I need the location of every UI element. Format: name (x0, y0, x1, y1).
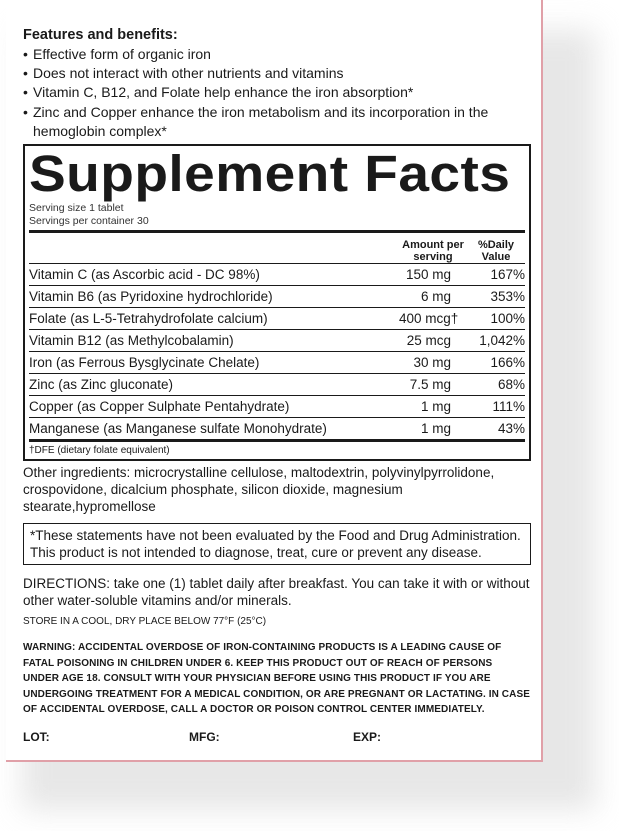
storage-instructions: STORE IN A COOL, DRY PLACE BELOW 77°F (25°C) (23, 616, 267, 628)
nutrient-name: Vitamin C (as Ascorbic acid - DC 98%) (29, 267, 260, 283)
nutrient-name: Manganese (as Manganese sulfate Monohydrate) (29, 421, 327, 437)
supplement-facts-title: Supplement Facts (29, 145, 511, 203)
mfg-label: MFG: (189, 729, 220, 744)
warning-text: WARNING: ACCIDENTAL OVERDOSE OF IRON-CONTAINING PRODUCTS IS A LEADING CAUSE OF FATAL POISONING IN CHILDREN UNDER 6. KEEP THIS PRODUCT OUT OF REACH OF PERSONS UNDER AGE 18. CONSULT WITH YOUR PHYSICIAN BEFORE USING THIS PRODUCT IF YOU ARE UNDERGOING TREATMENT FOR A MEDICAL CONDITION, OR ARE PREGNANT OR LACTATING. IN CASE OF ACCIDENTAL OVERDOSE, CALL A DOCTOR OR POISON CONTROL CENTER IMMEDIATELY. (23, 642, 530, 716)
table-row (29, 264, 525, 286)
lot-label: LOT: (23, 729, 50, 744)
nutrient-daily-value: 68% (497, 377, 525, 393)
nutrient-daily-value: 111% (492, 399, 525, 415)
facts-table-header (29, 233, 525, 264)
nutrient-daily-value: 353% (490, 289, 525, 305)
feature-item: • Zinc and Copper enhance the iron metabolism and its incorporation in the hemoglobin complex* (23, 103, 531, 141)
directions: DIRECTIONS: take one (1) tablet daily after breakfast. You can take it with or without other water-soluble vitamins and/or minerals. (23, 576, 530, 609)
features-title: Features and benefits: (23, 27, 178, 43)
table-row (29, 330, 525, 352)
nutrient-name: Copper (as Copper Sulphate Pentahydrate) (29, 399, 290, 415)
nutrient-name: Vitamin B12 (as Methylcobalamin) (29, 333, 234, 349)
facts-table-body (29, 264, 525, 442)
table-row (29, 352, 525, 374)
amount-header: Amount per serving (402, 239, 464, 264)
supplement-facts-panel (23, 144, 531, 461)
nutrient-amount: 30 mg (413, 355, 451, 371)
nutrient-name: Iron (as Ferrous Bysglycinate Chelate) (29, 355, 260, 371)
nutrient-amount: 400 mcg† (399, 311, 459, 327)
features-list (23, 45, 531, 141)
nutrient-name: Folate (as L-5-Tetrahydrofolate calcium) (29, 311, 268, 327)
nutrient-amount: 1 mg (420, 399, 451, 415)
nutrient-daily-value: 166% (490, 355, 525, 371)
nutrient-daily-value: 1,042% (479, 333, 525, 349)
feature-item: • Does not interact with other nutrients and vitamins (23, 64, 531, 83)
supplement-label (6, 0, 543, 762)
other-ingredients: Other ingredients: microcrystalline cellulose, maltodextrin, polyvinylpyrrolidone, crospovidone, dicalcium phosphate, silicon dioxide, magnesium stearate,hypromellose (23, 465, 495, 515)
nutrient-name: Zinc (as Zinc gluconate) (29, 377, 174, 393)
dfe-footnote: †DFE (dietary folate equivalent) (29, 445, 170, 457)
nutrient-amount: 1 mg (420, 421, 451, 437)
daily-value-header: %Daily Value (477, 239, 515, 264)
servings-per-container: Servings per container 30 (29, 215, 149, 228)
nutrient-name: Vitamin B6 (as Pyridoxine hydrochloride) (29, 289, 273, 305)
table-row (29, 286, 525, 308)
exp-label: EXP: (353, 729, 382, 744)
fda-disclaimer: *These statements have not been evaluated by the Food and Drug Administration. This product is not intended to diagnose, treat, cure or prevent any disease. (23, 523, 531, 565)
nutrient-daily-value: 43% (497, 421, 525, 437)
feature-item: • Effective form of organic iron (23, 45, 531, 64)
table-row (29, 418, 525, 442)
nutrient-amount: 25 mcg (406, 333, 451, 349)
nutrient-daily-value: 100% (490, 311, 525, 327)
nutrient-amount: 6 mg (420, 289, 451, 305)
table-row (29, 396, 525, 418)
table-row (29, 374, 525, 396)
batch-codes (23, 730, 531, 744)
feature-item: • Vitamin C, B12, and Folate help enhance the iron absorption* (23, 83, 531, 102)
nutrient-amount: 150 mg (405, 267, 451, 283)
table-row (29, 308, 525, 330)
serving-size: Serving size 1 tablet (29, 202, 124, 215)
nutrient-amount: 7.5 mg (409, 377, 451, 393)
nutrient-daily-value: 167% (490, 267, 525, 283)
